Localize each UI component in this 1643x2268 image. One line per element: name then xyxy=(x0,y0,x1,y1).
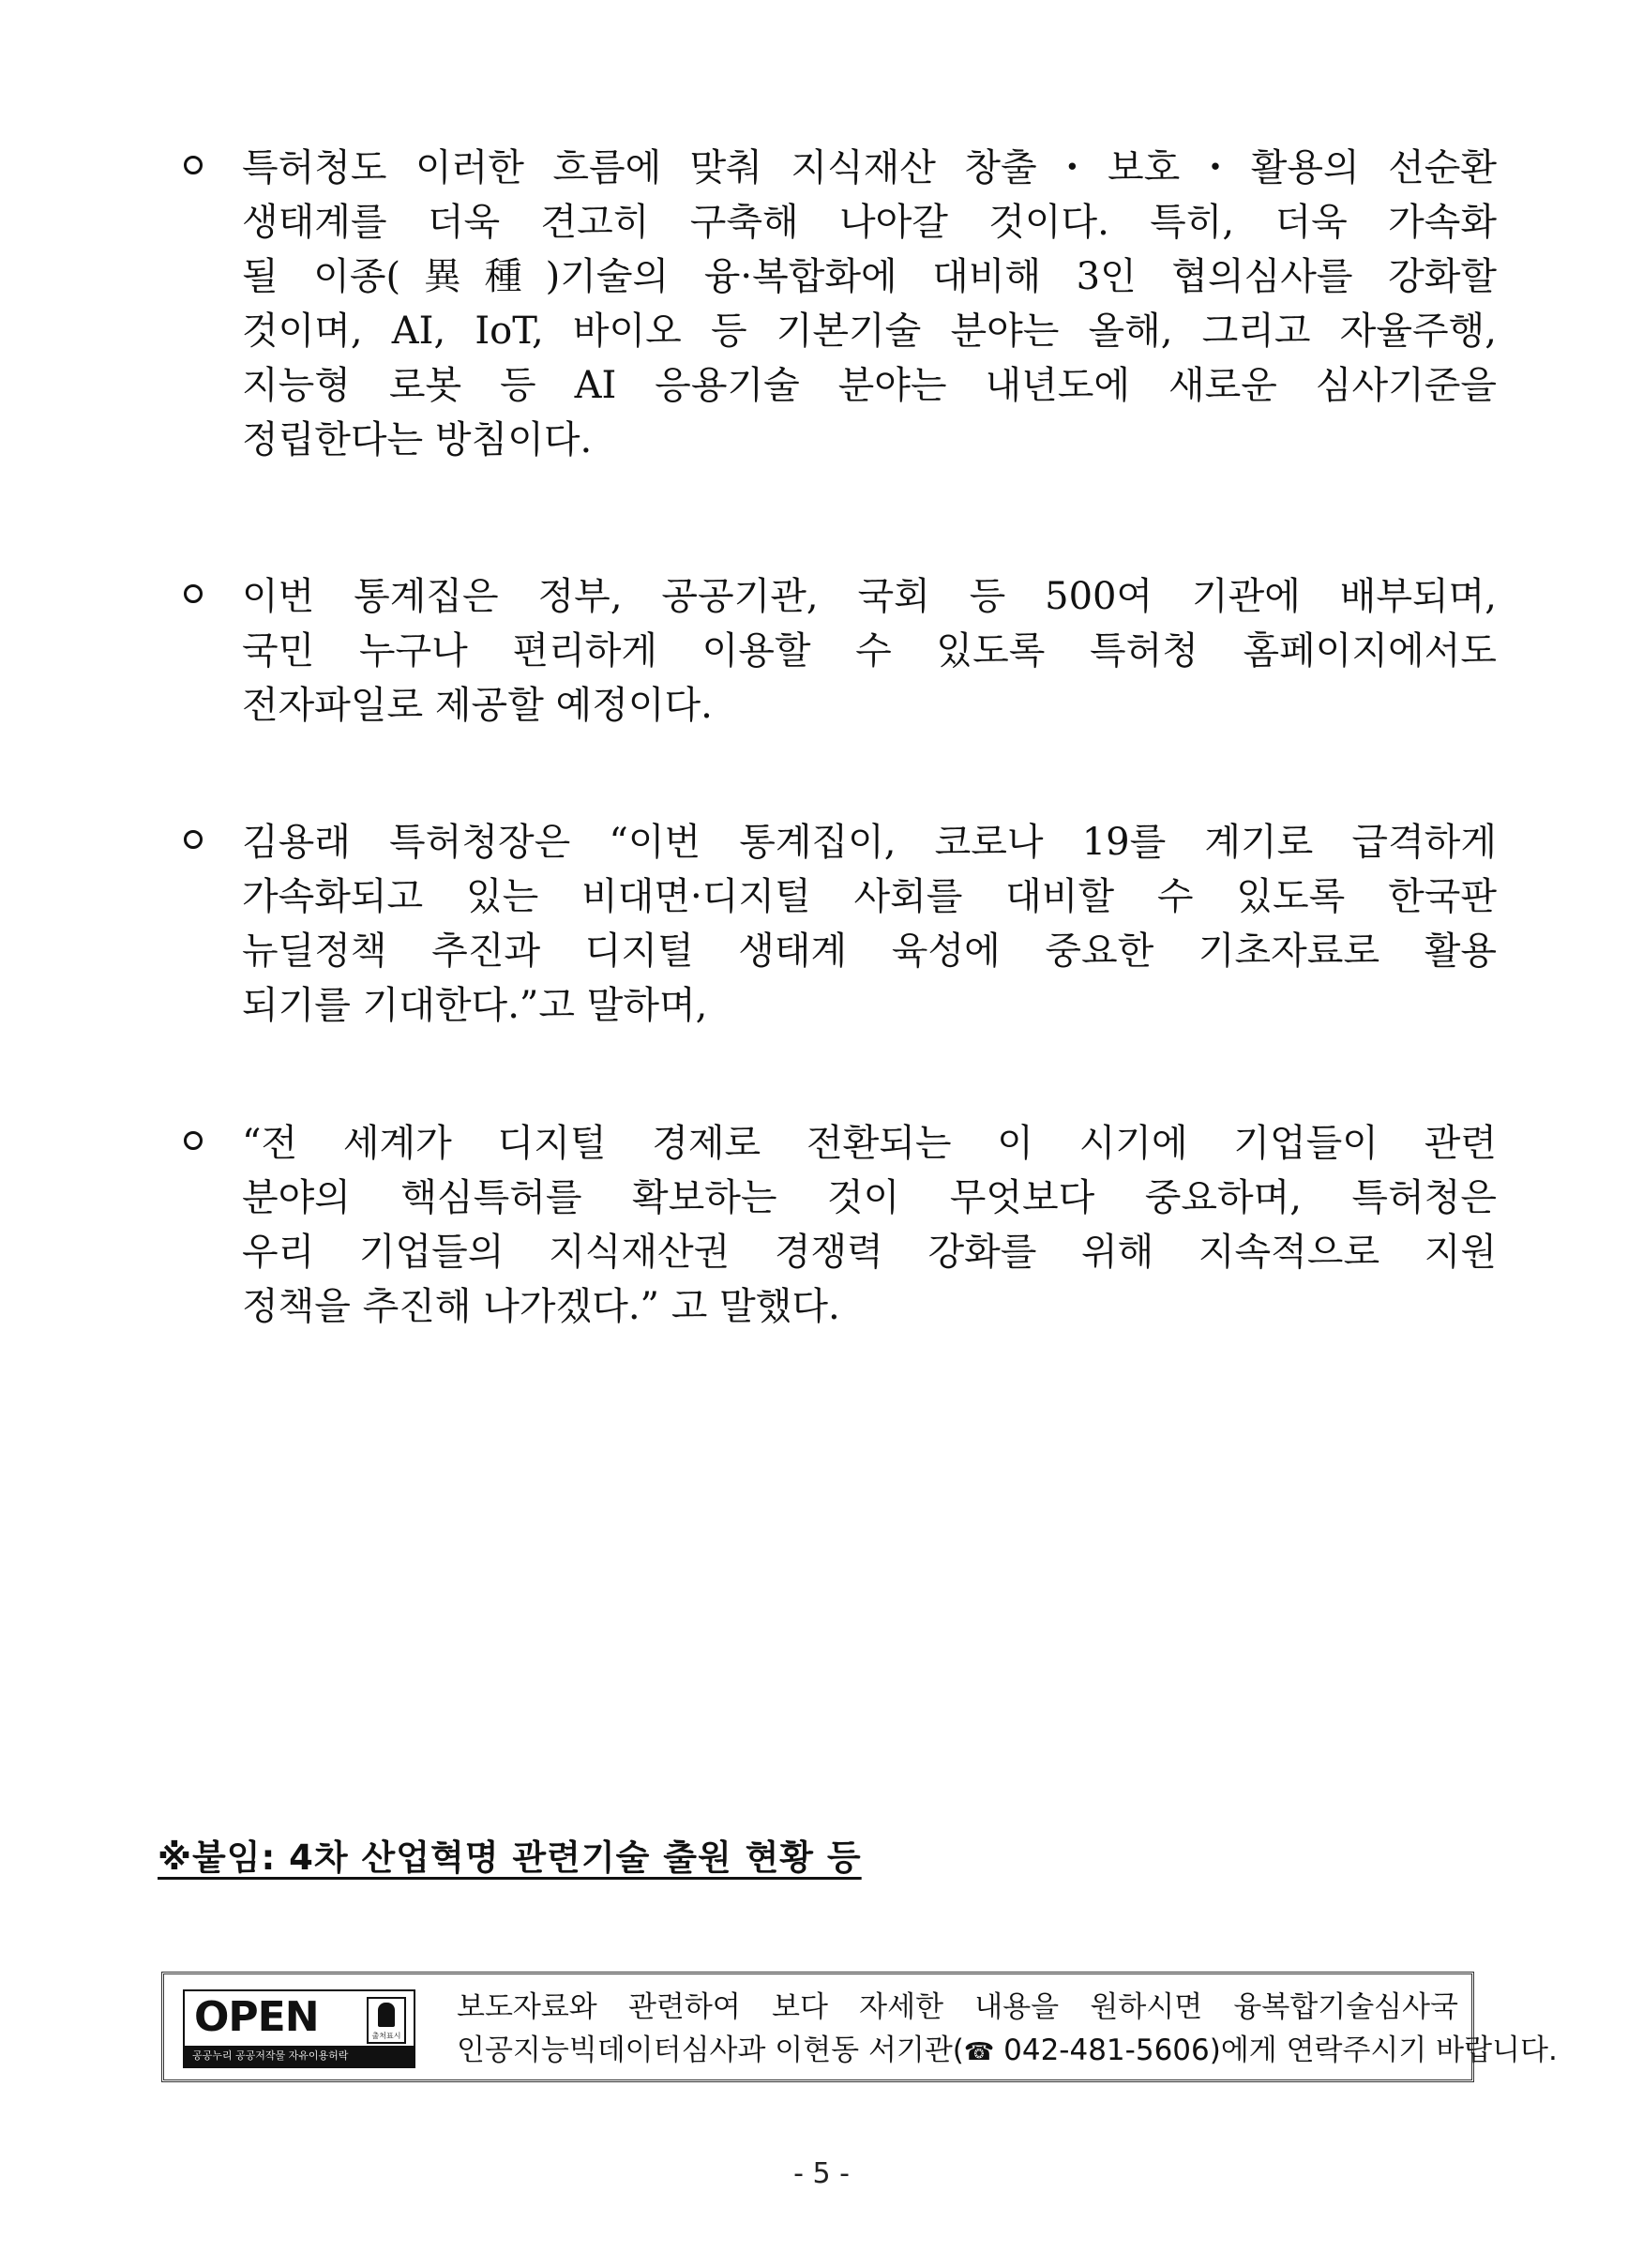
text-line: 김용래 특허청장은 “이번 통계집이, 코로나 19를 계기로 급격하게 xyxy=(242,821,1497,864)
paragraph-2 xyxy=(184,569,1497,733)
text-line: 정립한다는 방침이다. xyxy=(242,418,593,461)
open-logo-bar: 공공누리 공공저작물 자유이용허락 xyxy=(185,2046,414,2066)
contact-line-1: 보도자료와 관련하여 보다 자세한 내용을 원하시면 융복합기술심사국 xyxy=(457,1990,1458,2024)
contact-text xyxy=(457,1986,1558,2074)
text-line: 전자파일로 제공할 예정이다. xyxy=(242,684,713,727)
text-line: 정책을 추진해 나가겠다.” 고 말했다. xyxy=(242,1285,840,1328)
open-logo-word: OPEN xyxy=(194,1993,319,2041)
paragraph-text xyxy=(242,1116,1497,1334)
text-line: 지능형 로봇 등 AI 응용기술 분야는 내년도에 새로운 심사기준을 xyxy=(242,364,1497,407)
circle-bullet-icon xyxy=(184,156,203,174)
text-line: 되기를 기대한다.”고 말하며, xyxy=(242,984,708,1027)
text-line: 국민 누구나 편리하게 이용할 수 있도록 특허청 홈페이지에서도 xyxy=(242,629,1497,673)
attachment-note: ※붙임: 4차 산업혁명 관련기술 출원 현황 등 xyxy=(158,1837,862,1878)
text-line: 분야의 핵심특허를 확보하는 것이 무엇보다 중요하며, 특허청은 xyxy=(242,1176,1497,1219)
phone-icon: ☎ xyxy=(963,2038,995,2066)
text-line: 뉴딜정책 추진과 디지털 생태계 육성에 중요한 기초자료로 활용 xyxy=(242,930,1497,973)
paragraph-3 xyxy=(184,815,1497,1033)
contact-line-2 xyxy=(457,2029,1558,2074)
badge-label: 출처표시 xyxy=(371,2032,401,2040)
circle-bullet-icon xyxy=(184,830,203,849)
text-line: 특허청도 이러한 흐름에 맞춰 지식재산 창출・보호・활용의 선순환 xyxy=(242,146,1497,189)
contact-line-2-suffix: 042-481-5606)에게 연락주시기 바랍니다. xyxy=(994,2034,1558,2067)
paragraph-text xyxy=(242,569,1497,733)
circle-bullet-icon xyxy=(184,584,203,603)
contact-box xyxy=(161,1972,1558,2082)
paragraph-text xyxy=(242,141,1497,467)
attribution-badge-icon xyxy=(367,1997,406,2044)
text-line: 우리 기업들의 지식재산권 경쟁력 강화를 위해 지속적으로 지원 xyxy=(242,1231,1497,1274)
paragraph-text xyxy=(242,815,1497,1033)
text-line: 될 이종(異種)기술의 융·복합화에 대비해 3인 협의심사를 강화할 xyxy=(242,255,1497,298)
paragraph-4 xyxy=(184,1116,1497,1334)
text-line: 생태계를 더욱 견고히 구축해 나아갈 것이다. 특히, 더욱 가속화 xyxy=(242,201,1497,244)
kogl-open-logo xyxy=(183,1989,415,2068)
paragraph-1 xyxy=(184,141,1497,467)
text-line: 가속화되고 있는 비대면·디지털 사회를 대비할 수 있도록 한국판 xyxy=(242,875,1497,918)
circle-bullet-icon xyxy=(184,1131,203,1150)
person-icon xyxy=(378,2003,395,2027)
page-number: - 5 - xyxy=(793,2157,850,2190)
contact-line-2-prefix: 인공지능빅데이터심사과 이현동 서기관( xyxy=(457,2034,964,2067)
text-line: “전 세계가 디지털 경제로 전환되는 이 시기에 기업들이 관련 xyxy=(242,1122,1497,1165)
text-line: 것이며, AI, IoT, 바이오 등 기본기술 분야는 올해, 그리고 자율주행, xyxy=(242,310,1497,353)
text-line: 이번 통계집은 정부, 공공기관, 국회 등 500여 기관에 배부되며, xyxy=(242,575,1497,618)
